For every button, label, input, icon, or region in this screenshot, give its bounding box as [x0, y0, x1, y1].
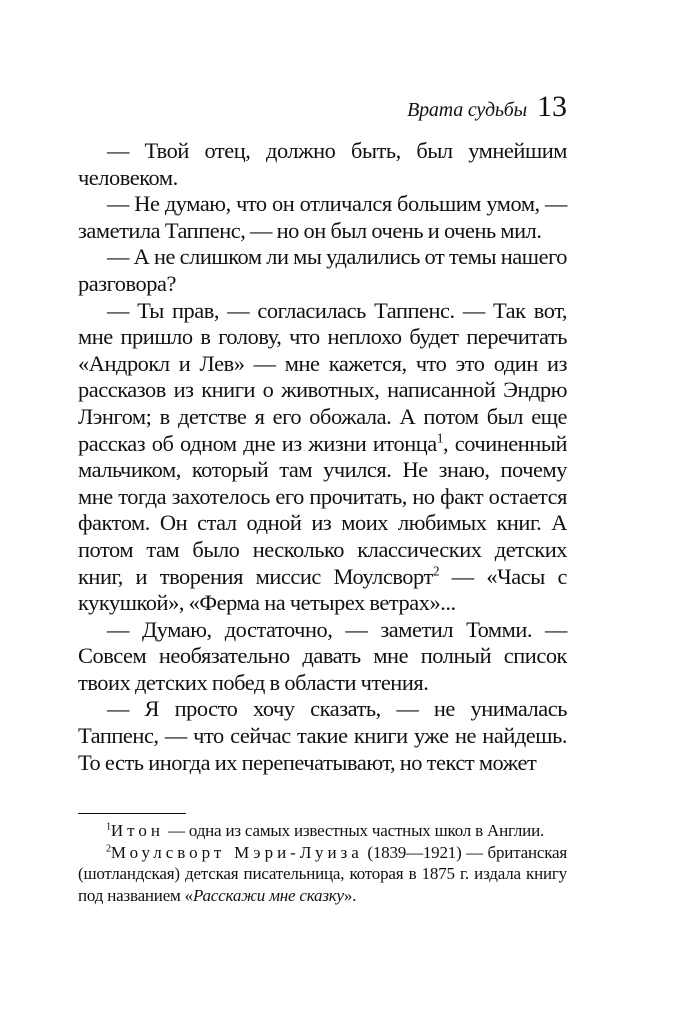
running-title: Врата судьбы — [407, 99, 527, 121]
footnote-ref-1: 1 — [436, 430, 444, 446]
paragraph: — Я просто хочу сказать, — не унималась Таппенс, — что сейчас такие книги уже не найдешь. То есть иногда их перепечатывают, но текст может — [78, 696, 567, 775]
footnote-divider — [78, 813, 186, 814]
paragraph: — Думаю, достаточно, — заметил Томми. — Совсем необязательно давать мне полный список твоих детских побед в области чтения. — [78, 616, 567, 695]
footnote-text: (1839—1921) — британская (шотландская) детская писательница, которая в 1875 г. издала книгу под названием « — [78, 842, 567, 905]
footnote-book-title: Расскажи мне сказку — [192, 885, 344, 905]
footnote-mark: 2 — [106, 842, 111, 854]
paragraph: — А не слишком ли мы удалились от темы нашего разговора? — [78, 244, 567, 296]
footnote-text-end: ». — [343, 885, 357, 905]
footnote-text: — одна из самых известных частных школ в Англии. — [164, 821, 545, 840]
footnote-term: Моулсворт Мэри-Луиза — [110, 842, 363, 862]
footnote-2 — [78, 842, 567, 907]
paragraph-text: — Ты прав, — согласилась Таппенс. — Так вот, мне пришло в голову, что неплохо будет перечитать «Андрокл и Лев» — мне кажется, что это один из рассказов из книги о животных, написанной Эндрю Лэнгом; в детстве я его обожала. А потом был еще рассказ об одном дне из жизни итонца — [78, 297, 567, 456]
paragraph-text: — «Часы с кукушкой», «Ферма на четырех ветрах»... — [78, 563, 567, 616]
footnote-ref-2: 2 — [432, 563, 440, 579]
paragraph: — Не думаю, что он отличался большим умом, — заметила Таппенс, — но он был очень и очень мил. — [78, 191, 567, 243]
body-text — [78, 138, 567, 776]
paragraph — [78, 298, 567, 617]
footnote-term: Итон — [110, 821, 164, 840]
paragraph: — Твой отец, должно быть, был умнейшим человеком. — [78, 138, 567, 190]
footnotes — [78, 820, 567, 906]
footnote-1 — [78, 820, 567, 842]
footnote-mark: 1 — [106, 821, 111, 833]
page-number: 13 — [537, 90, 567, 123]
paragraph-text: , сочиненный мальчиком, который там учился. Не знаю, почему мне тогда захотелось его прочитать, но факт остается фактом. Он стал одной из моих любимых книг. А потом там было несколько классических детских книг, и творения миссис Моулсворт — [78, 430, 567, 589]
running-head — [407, 92, 567, 122]
